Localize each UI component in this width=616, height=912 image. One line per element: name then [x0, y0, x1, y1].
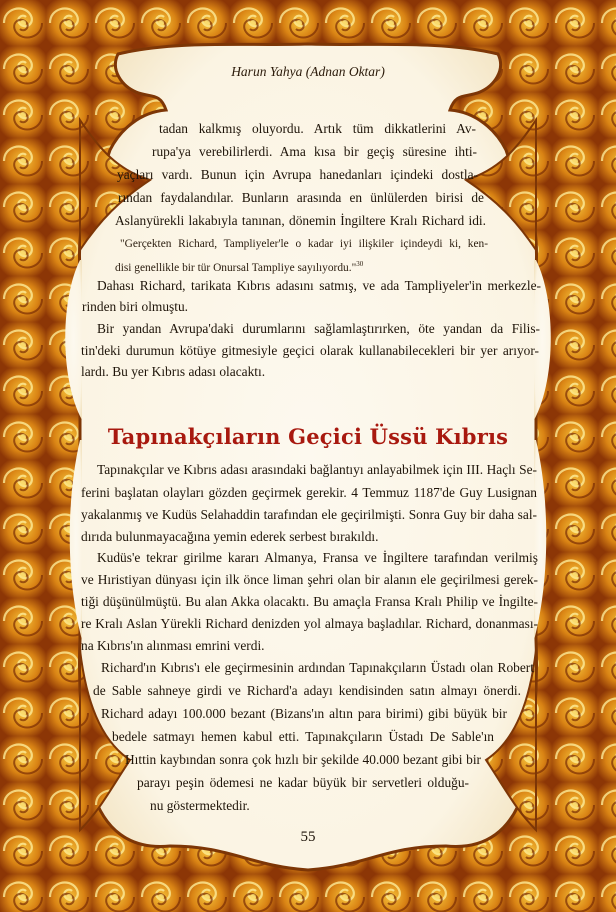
text-line: Richard'ın Kıbrıs'ı ele geçirmesinin ardından Tapınakçıların Üstadı olan Robert: [101, 660, 534, 675]
intro-line: yaçları vardı. Bunun için Avrupa hanedanları içindeki dostla-: [117, 167, 478, 182]
intro-line: tadan kalkmış oluyordu. Artık tüm dikkatlerini Av-: [159, 121, 476, 136]
quote-line: [115, 256, 363, 277]
text-line: Richard adayı 100.000 bezant (Bizans'ın altın para birimi) gibi büyük bir: [101, 706, 507, 721]
text-line: Kudüs'e tekrar girilme kararı Almanya, Fransa ve İngiltere tarafından verilmiş: [97, 550, 538, 565]
text-line: Bir yandan Avrupa'daki durumlarını sağlamlaştırırken, öte yandan da Filis-: [97, 321, 540, 336]
text-line: bedele satmayı hemen kabul etti. Tapınakçıların Üstadı De Sable'ın: [112, 729, 494, 744]
text-line: nu göstermektedir.: [150, 798, 250, 813]
footnote-marker: 30: [356, 260, 364, 268]
text-line: Dahası Richard, tarikata Kıbrıs adasını satmış, ve ada Tampliyeler'in merkezle-: [97, 278, 541, 293]
intro-line: Aslanyürekli lakabıyla tanınan, dönemin İngiltere Kralı Richard idi.: [115, 213, 486, 228]
text-line: yakalanmış ve Kudüs Selahaddin tarafından ele geçirilmişti. Sonra Guy bir daha sal-: [81, 507, 537, 522]
quote-text: disi genellikle bir tür Onursal Tampliye sayılıyordu.": [115, 261, 357, 274]
text-line: Tapınakçılar ve Kıbrıs adası arasındaki bağlantıyı anlayabilmek için III. Haçlı Se-: [97, 462, 537, 477]
text-line: na Kıbrıs'ın alınması emrini verdi.: [81, 638, 265, 653]
intro-line: rupa'ya verebilirlerdi. Ama kısa bir geçiş süresine ihti-: [152, 144, 477, 159]
text-line: ferini başlatan olayları gözden geçirmek gerekir. 4 Temmuz 1187'de Guy Lusignan: [81, 485, 537, 500]
text-line: tiği düşünülmüştü. Bu alan Akka olacaktı. Bu amaçla Fransa Kralı Philip ve İngilte-: [81, 594, 538, 609]
section-title: Tapınakçıların Geçici Üssü Kıbrıs: [107, 424, 509, 449]
text-line: de Sable sahneye girdi ve Richard'a adayı kendisinden satın almayı önerdi.: [93, 683, 521, 698]
text-line: Hıttin kaybından sonra çok hızlı bir şekilde 40.000 bezant gibi bir: [125, 752, 481, 767]
text-line: dırıda bulunmayacağına yemin ederek serbest bırakıldı.: [81, 529, 379, 544]
text-line: re Kralı Aslan Yürekli Richard denizden yol almaya başladılar. Richard, donanması-: [81, 616, 538, 631]
intro-line: rından faydalandılar. Bunların arasında en ünlülerden birisi de: [118, 190, 484, 205]
text-line: parayı peşin ödemesi ne kadar büyük bir servetleri olduğu-: [137, 775, 469, 790]
text-line: tin'deki durumun kötüye gitmesiyle geçici olarak kullanabilecekleri bir yer arıyor-: [81, 343, 539, 358]
running-header: Harun Yahya (Adnan Oktar): [231, 64, 385, 79]
text-line: rinden biri olmuştu.: [82, 299, 189, 314]
text-line: ve Hıristiyan dünyası için ilk önce liman şehri olan bir alanın ele geçirilmesi gerek-: [81, 572, 538, 587]
page-number: 55: [300, 829, 316, 845]
quote-line: "Gerçekten Richard, Tampliyeler'le o kadar iyi ilişkiler içindeydi ki, ken-: [120, 238, 488, 250]
text-line: lardı. Bu yer Kıbrıs adası olacaktı.: [81, 364, 266, 379]
